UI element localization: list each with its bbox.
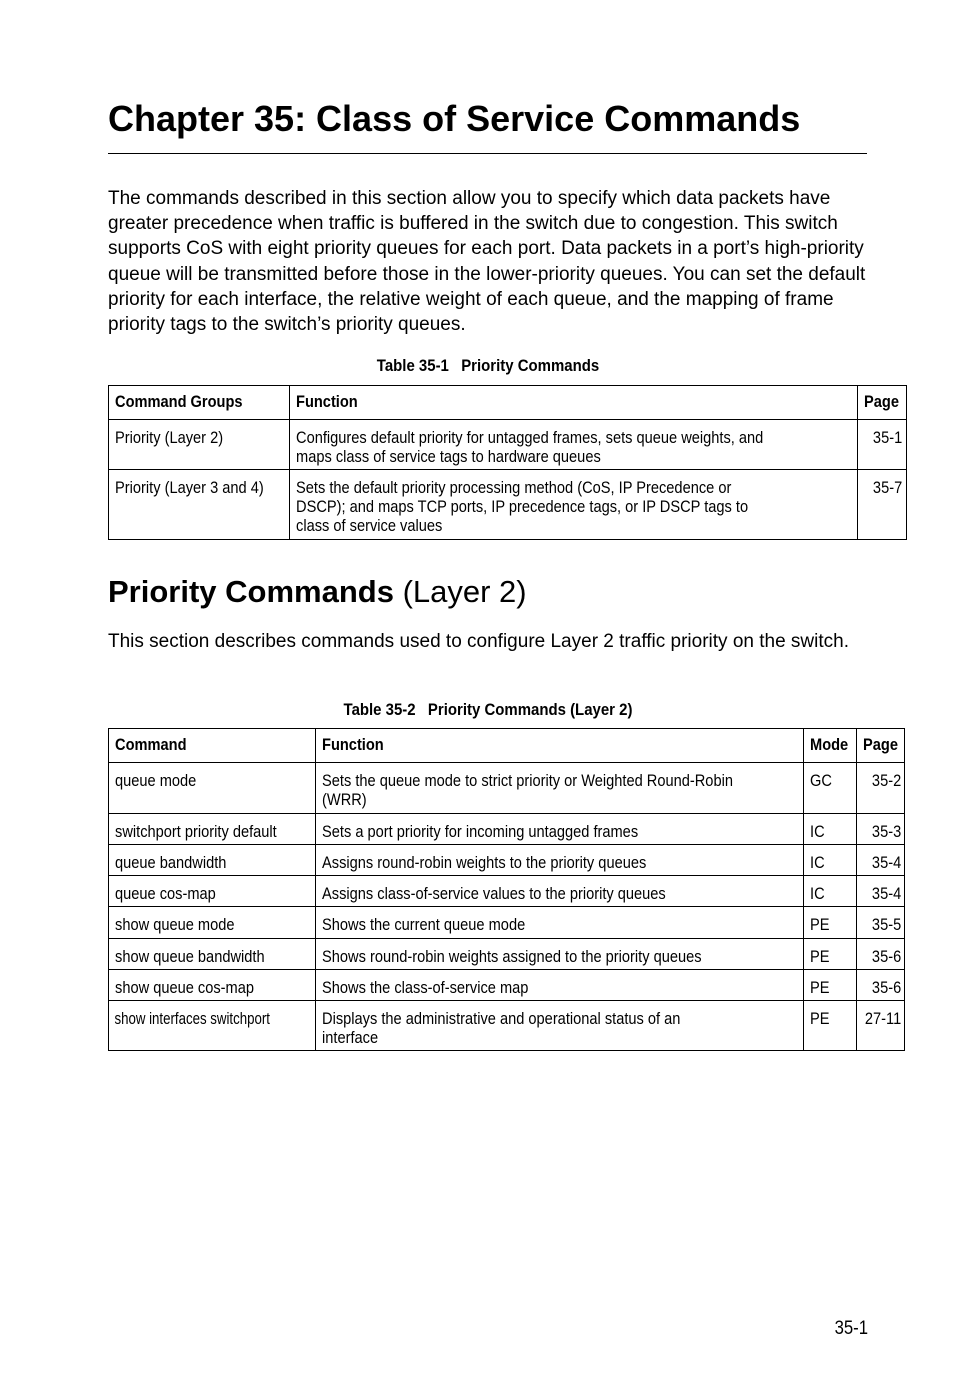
command-group-cell: Priority (Layer 3 and 4) <box>115 478 264 497</box>
page-cell: 27-11 <box>864 1009 901 1028</box>
function-cell: Configures default priority for untagged frames, sets queue weights, and maps class of service tags to hardware queues <box>295 428 764 466</box>
command-cell: queue cos-map <box>115 884 216 903</box>
function-cell: Sets the default priority processing method (CoS, IP Precedence or DSCP); and maps TCP ports, IP precedence tags, or IP DSCP tags to class of service values <box>295 478 749 535</box>
mode-cell: IC <box>810 853 826 872</box>
page-cell: 35-4 <box>871 884 901 903</box>
page-number: 35-1 <box>834 1318 868 1339</box>
section-title-suffix: (Layer 2) <box>393 574 527 609</box>
table-row <box>109 970 905 1001</box>
command-group-cell: Priority (Layer 2) <box>115 428 224 447</box>
function-cell: Assigns round-robin weights to the priority queues <box>322 853 647 872</box>
page-cell: 35-3 <box>871 822 901 841</box>
page-cell: 35-7 <box>872 478 903 497</box>
table2-caption <box>154 700 823 720</box>
column-header: Function <box>295 392 358 411</box>
table-row <box>109 1001 905 1051</box>
mode-cell: GC <box>810 771 833 790</box>
mode-cell: PE <box>810 915 830 934</box>
command-cell: show queue bandwidth <box>115 947 265 966</box>
function-cell: Sets a port priority for incoming untagged frames <box>322 822 639 841</box>
command-cell: queue mode <box>115 771 197 790</box>
table-row <box>109 939 905 970</box>
priority-commands-table <box>108 385 907 540</box>
table-row <box>109 420 907 470</box>
column-header: Command <box>115 735 187 754</box>
column-header: Page <box>863 392 899 411</box>
table1-caption-number: Table 35-1 <box>376 356 449 375</box>
function-cell: Shows round-robin weights assigned to the priority queues <box>322 947 702 966</box>
command-cell: switchport priority default <box>115 822 277 841</box>
mode-cell: IC <box>810 822 826 841</box>
function-cell: Assigns class-of-service values to the priority queues <box>322 884 667 903</box>
table-row <box>109 907 905 939</box>
function-cell: Sets the queue mode to strict priority or Weighted Round-Robin (WRR) <box>322 771 734 809</box>
page-cell: 35-6 <box>871 978 901 997</box>
chapter-rule <box>108 153 867 154</box>
command-cell: show interfaces switchport <box>114 1009 270 1028</box>
column-header: Function <box>322 735 385 754</box>
function-cell: Displays the administrative and operational status of an interface <box>322 1009 681 1047</box>
table-header-row <box>109 386 907 420</box>
section-title <box>108 574 527 610</box>
chapter-title: Chapter 35: Class of Service Commands <box>108 98 801 139</box>
table-row <box>109 470 907 540</box>
page-cell: 35-1 <box>872 428 903 447</box>
command-cell: queue bandwidth <box>115 853 227 872</box>
page-cell: 35-5 <box>871 915 901 934</box>
page-cell: 35-2 <box>871 771 901 790</box>
layer2-priority-commands-table <box>108 728 905 1051</box>
table1-caption <box>154 356 823 376</box>
mode-cell: PE <box>810 947 830 966</box>
mode-cell: PE <box>810 978 830 997</box>
command-cell: show queue mode <box>115 915 235 934</box>
table-row <box>109 845 905 876</box>
column-header: Mode <box>810 735 849 754</box>
column-header: Page <box>862 735 898 754</box>
table1-caption-title: Priority Commands <box>461 356 600 375</box>
mode-cell: PE <box>810 1009 830 1028</box>
table-row <box>109 763 905 814</box>
function-cell: Shows the class-of-service map <box>322 978 529 997</box>
mode-cell: IC <box>810 884 826 903</box>
table-row <box>109 814 905 845</box>
command-cell: show queue cos-map <box>115 978 254 997</box>
table2-caption-title: Priority Commands (Layer 2) <box>427 700 633 719</box>
column-header: Command Groups <box>115 392 243 411</box>
chapter-intro-paragraph: The commands described in this section allow you to specify which data packets have greater precedence when traffic is buffered in the switch due to congestion. This switch supports CoS with eight priority queues for each port. Data packets in a port’s high-priority queue will be transmitted before those in the lower-priority queues. You can set the default priority for each interface, the relative weight of each queue, and the mapping of frame priority tags to the switch’s priority queues. <box>108 188 866 336</box>
page-cell: 35-4 <box>871 853 901 872</box>
section-title-bold: Priority Commands <box>108 574 394 609</box>
function-cell: Shows the current queue mode <box>322 915 526 934</box>
table-row <box>109 876 905 907</box>
page-cell: 35-6 <box>871 947 901 966</box>
table-header-row <box>109 729 905 763</box>
section-intro-paragraph: This section describes commands used to configure Layer 2 traffic priority on the switch. <box>108 631 849 652</box>
table2-caption-number: Table 35-2 <box>343 700 416 719</box>
